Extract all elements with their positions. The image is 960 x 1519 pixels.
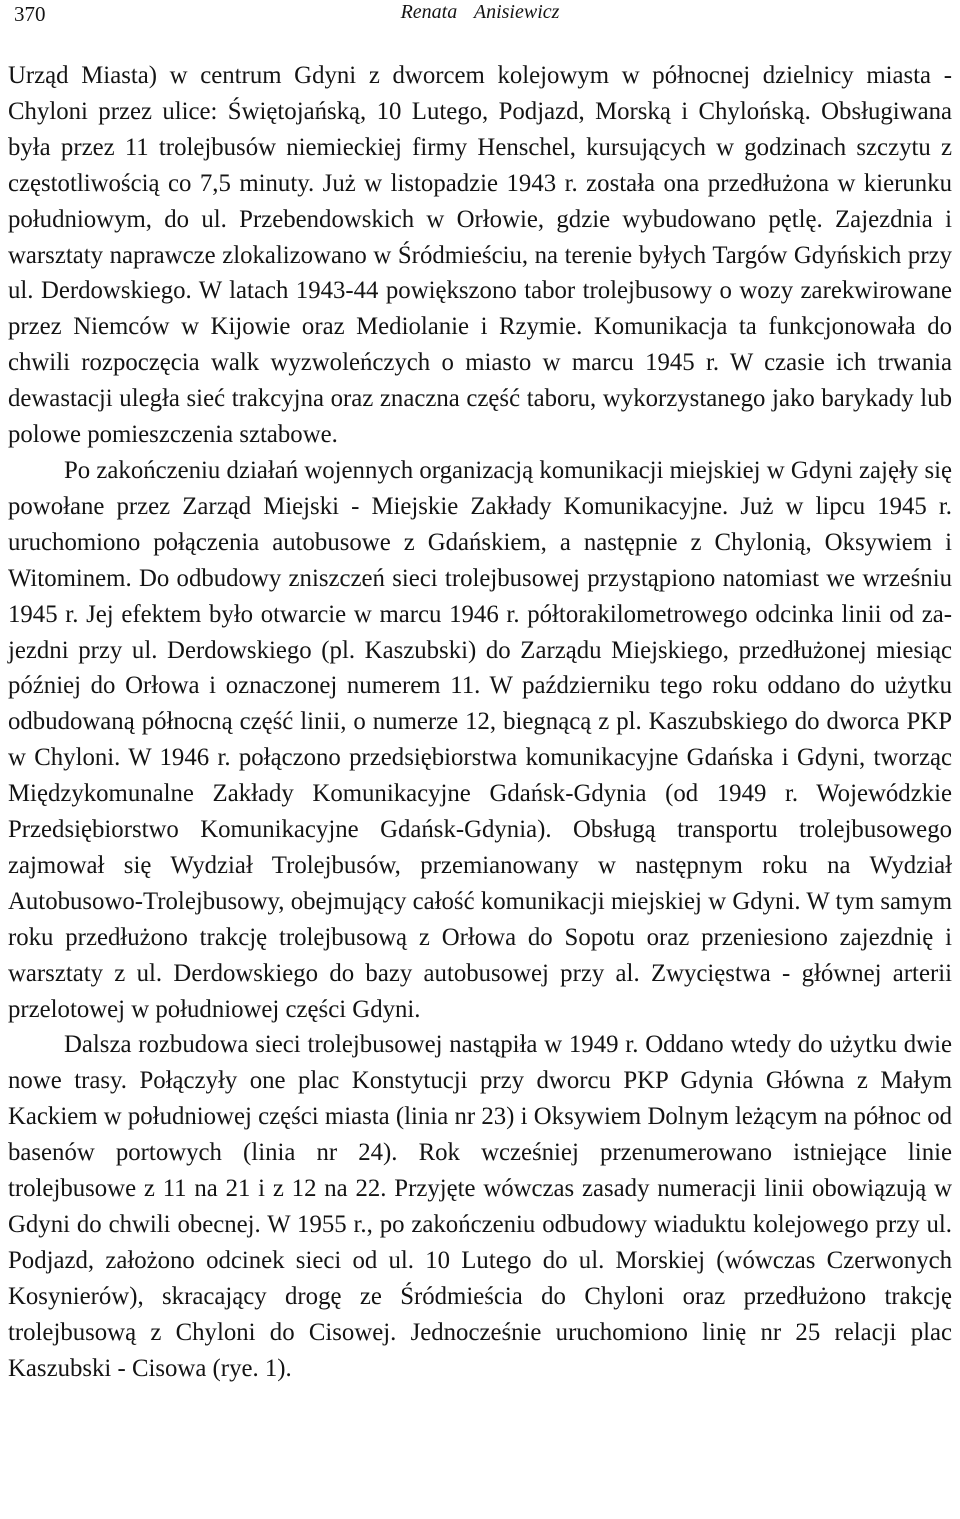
paragraph-3: Dalsza rozbudowa sieci trolejbusowej nastąpiła w 1949 r. Oddano wtedy do użytku dwie nowe trasy. Połączyły one plac Konstytucji przy dworcu PKP Gdynia Główna z Małym Kackiem w południowej części miasta (linia nr 23) i Oksywiem Dolnym leżącym na północ od basenów portowych (linia nr 24). Rok wcześniej przenumerowano istniejące linie trolejbusowe z 11 na 21 i z 12 na 22. Przyjęte wówczas zasady numeracji linii obowiązują w Gdyni do chwili obecnej. W 1955 r., po zakończeniu odbudowy wiaduktu kolejowego przy ul. Podjazd, założono odcinek sieci od ul. 10 Lutego do ul. Morskiej (wówczas Czerwonych Kosynierów), skracający drogę ze Śródmieścia do Chyloni oraz przedłużono trakcję trolejbusową z Chyloni do Cisowej. Jednocześnie uruchomiono linię nr 25 relacji plac Kaszubski - Cisowa (rye. 1).: [8, 1031, 952, 1382]
page-number: 370: [14, 2, 46, 26]
paragraph-2: Po zakończeniu działań wojennych organizacją komunikacji miejskiej w Gdyni zajęły się powołane przez Zarząd Miejski - Miejskie Zakłady Komunikacyjne. Już w lipcu 1945 r. uruchomiono połączenia autobusowe z Gdańskiem, a następnie z Chylonią, Oksywiem i Witominem. Do odbudowy zniszczeń sieci trolejbusowej przystąpiono natomiast we wrześniu 1945 r. Jej efektem było otwarcie w marcu 1946 r. półtorakilometrowego odcinka linii od zajezdni przy ul. Derdowskiego (pl. Kaszubski) do Zarządu Miejskiego, przedłużonej miesiąc później do Orłowa i oznaczonej numerem 11. W październiku tego roku oddano do użytku odbudowaną północną część linii, o numerze 12, biegnącą z pl. Kaszubskiego do dworca PKP w Chyloni. W 1946 r. połączono przedsiębiorstwa komunikacyjne Gdańska i Gdyni, tworząc Międzykomunalne Zakłady Komunikacyjne Gdańsk-Gdynia (od 1949 r. Wojewódzkie Przedsiębiorstwo Komunikacyjne Gdańsk-Gdynia). Obsługą transportu trolejbusowego zajmował się Wydział Trolejbusów, przemianowany w następnym roku na Wydział Autobusowo-Trolejbusowy, obejmujący całość komunikacji miejskiej w Gdyni. W tym samym roku przedłużono trakcję trolejbusową z Orłowa do Sopotu oraz przeniesiono zajezdnię i warsztaty z ul. Derdowskiego do bazy autobusowej przy al. Zwycięstwa - głównej arterii przelotowej w południowej części Gdyni.: [8, 456, 952, 1023]
body-text: [8, 58, 952, 1387]
page-header: [8, 0, 952, 58]
paragraph-1: Urząd Miasta) w centrum Gdyni z dworcem kolejowym w północnej dzielnicy miasta - Chyloni przez ulice: Świętojańską, 10 Lutego, Podjazd, Morską i Chylońską. Obsługiwana była przez 11 trolejbusów niemieckiej firmy Henschel, kursujących w godzinach szczytu z częstotliwością co 7,5 minuty. Już w listopadzie 1943 r. została ona przedłużona w kierunku południowym, do ul. Przebendowskich w Orłowie, gdzie wybudowano pętlę. Zajezdnia i warsztaty naprawcze zlokalizowano w Śródmieściu, na terenie byłych Targów Gdyńskich przy ul. Derdowskiego. W latach 1943-44 powiększono tabor trolejbusowy o wozy zarekwirowane przez Niemców w Kijowie oraz Mediolanie i Rzymie. Komunikacja ta funkcjonowała do chwili rozpoczęcia walk wyzwoleńczych o miasto w marcu 1945 r. W czasie ich trwania dewastacji uległa sieć trakcyjna oraz znaczna część taboru, wykorzystanego jako barykady lub polowe pomieszczenia sztabowe.: [8, 62, 952, 449]
running-head-author: Renata Anisiewicz: [400, 1, 560, 23]
